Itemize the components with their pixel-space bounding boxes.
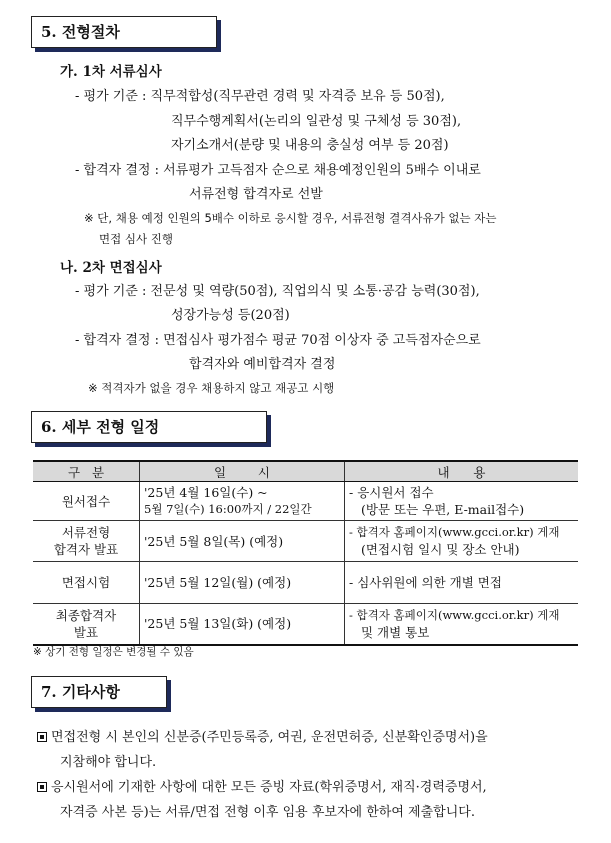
table-row xyxy=(33,482,578,521)
date-cell xyxy=(140,562,345,604)
etc-item-2-text: 응시원서에 기재한 사항에 대한 모든 증빙 자료(학위증명서, 재직·경력증명서, xyxy=(51,780,487,795)
stage-cell xyxy=(33,482,140,521)
table-header-row xyxy=(33,461,578,482)
content-line-1: - 합격자 홈페이지(www.gcci.or.kr) 게재 xyxy=(349,607,560,622)
etc-item-1-line-2: 지참해야 합니다. xyxy=(60,755,157,770)
etc-item-2-line-2: 자격증 사본 등)는 서류/면접 전형 이후 임용 후보자에 한하여 제출합니다. xyxy=(60,805,475,820)
schedule-note: ※ 상기 전형 일정은 변경될 수 있음 xyxy=(33,646,194,658)
stage-cell xyxy=(33,604,140,645)
etc-item-1-line-1 xyxy=(37,729,488,747)
a-note-line-2: 면접 심사 진행 xyxy=(99,232,173,246)
a-criteria-line-2: 직무수행계획서(논리의 일관성 및 구체성 등 30점), xyxy=(171,114,462,129)
date-cell xyxy=(140,604,345,645)
a-decision-line-2: 서류전형 합격자로 선발 xyxy=(189,187,323,202)
date-line-2: 5월 7일(수) 16:00까지 / 22일간 xyxy=(144,502,312,516)
schedule-table xyxy=(33,460,578,646)
etc-item-1-text: 면접전형 시 본인의 신분증(주민등록증, 여권, 운전면허증, 신분확인증명서)을 xyxy=(51,730,488,745)
stage-cell xyxy=(33,521,140,562)
stage-text: 원서접수 xyxy=(61,493,111,509)
content-cell xyxy=(345,604,579,645)
a-decision-line-1: - 합격자 결정 : 서류평가 고득점자 순으로 채용예정인원의 5배수 이내로 xyxy=(75,163,481,178)
table-row xyxy=(33,521,578,562)
table-row xyxy=(33,562,578,604)
stage-cell xyxy=(33,562,140,604)
b-criteria-line-2: 성장가능성 등(20점) xyxy=(171,308,290,323)
b-decision-line-2: 합격자와 예비합격자 결정 xyxy=(189,357,336,372)
content-line-2: 및 개별 통보 xyxy=(361,624,430,640)
content-line-1: - 합격자 홈페이지(www.gcci.or.kr) 게재 xyxy=(349,525,560,539)
date-text: '25년 5월 13일(화) (예정) xyxy=(144,616,292,632)
header-date: 일 시 xyxy=(140,461,345,482)
b-criteria-line-1: - 평가 기준 : 전문성 및 역량(50점), 직업의식 및 소통·공감 능력(30점), xyxy=(75,284,480,299)
square-bullet-icon xyxy=(37,782,47,792)
table-row xyxy=(33,604,578,645)
section-6-title: 6. 세부 전형 일정 xyxy=(31,411,267,443)
content-text: - 심사위원에 의한 개별 면접 xyxy=(349,575,502,590)
etc-item-2-line-1 xyxy=(37,779,487,797)
content-line-2: (방문 또는 우편, E-mail접수) xyxy=(361,502,525,517)
content-line-2: (면접시험 일시 및 장소 안내) xyxy=(361,542,520,557)
subsection-a-heading: 가. 1차 서류심사 xyxy=(60,64,162,80)
date-line-1: '25년 4월 16일(수) ~ xyxy=(144,485,268,500)
section-5-title: 5. 전형절차 xyxy=(31,16,217,48)
date-text: '25년 5월 8일(목) (예정) xyxy=(144,533,284,549)
subsection-b-heading: 나. 2차 면접심사 xyxy=(60,260,162,276)
stage-text: 면접시험 xyxy=(61,575,111,590)
stage-line-1: 서류전형 xyxy=(61,525,111,540)
date-cell xyxy=(140,521,345,562)
a-criteria-line-1: - 평가 기준 : 직무적합성(직무관련 경력 및 자격증 보유 등 50점), xyxy=(75,89,445,104)
header-content: 내 용 xyxy=(345,461,579,482)
b-note: ※ 적격자가 없을 경우 채용하지 않고 재공고 시행 xyxy=(88,381,335,395)
content-cell xyxy=(345,562,579,604)
stage-line-2: 합격자 발표 xyxy=(53,542,119,557)
a-criteria-line-3: 자기소개서(분량 및 내용의 충실성 여부 등 20점) xyxy=(171,138,449,153)
header-stage: 구 분 xyxy=(33,461,140,482)
a-note-line-1: ※ 단, 채용 예정 인원의 5배수 이하로 응시할 경우, 서류전형 결격사유가 없는 자는 xyxy=(84,211,497,225)
stage-line-2: 발표 xyxy=(73,624,99,640)
date-text: '25년 5월 12일(월) (예정) xyxy=(144,575,292,590)
content-line-1: - 응시원서 접수 xyxy=(349,485,434,500)
section-7-title: 7. 기타사항 xyxy=(31,676,167,708)
content-cell xyxy=(345,482,579,521)
stage-line-1: 최종합격자 xyxy=(55,607,117,623)
content-cell xyxy=(345,521,579,562)
date-cell xyxy=(140,482,345,521)
b-decision-line-1: - 합격자 결정 : 면접심사 평가점수 평균 70점 이상자 중 고득점자순으로 xyxy=(75,333,481,348)
square-bullet-icon xyxy=(37,732,47,742)
